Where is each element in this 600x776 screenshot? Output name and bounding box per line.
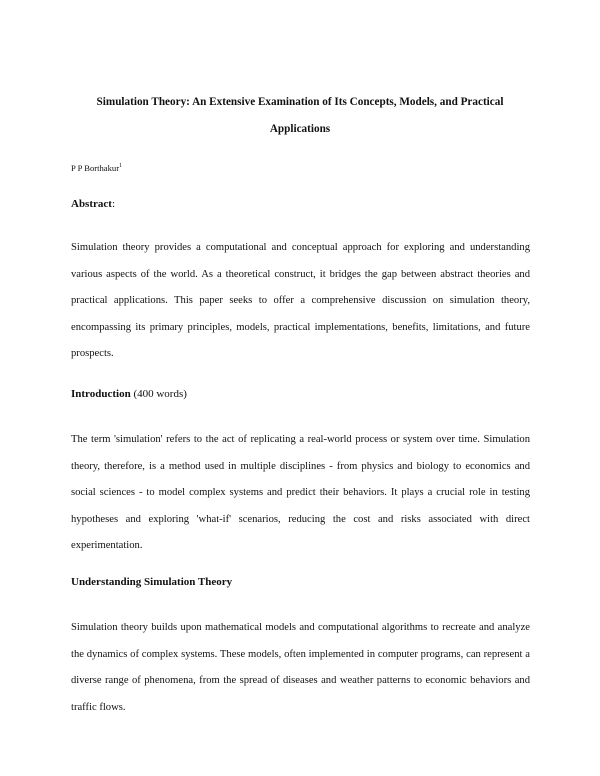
author-affiliation-marker: 1 bbox=[119, 163, 123, 170]
understanding-heading bbox=[71, 576, 232, 588]
understanding-paragraph: Simulation theory builds upon mathematical models and computational algorithms to recreate and analyze the dynamics of complex systems. These models, often implemented in computer programs, can represent a diverse range of phenomena, from the spread of diseases and weather patterns to economic behaviors and traffic flows. bbox=[71, 622, 530, 713]
introduction-paragraph: The term 'simulation' refers to the act of replicating a real-world process or system over time. Simulation theory, therefore, is a method used in multiple disciplines - from physics and biology to economics and social sciences - to model complex systems and predict their behaviors. It plays a crucial role in testing hypotheses and exploring 'what-if' scenarios, reducing the cost and risks associated with direct experimentation. bbox=[71, 434, 530, 552]
abstract-heading-colon: : bbox=[111, 198, 115, 210]
understanding-heading-label: Understanding Simulation Theory bbox=[71, 576, 233, 588]
abstract-heading-label: Abstract bbox=[71, 198, 112, 210]
paper-title: Simulation Theory: An Extensive Examination of Its Concepts, Models, and Practical Applications bbox=[96, 96, 504, 135]
author-name: P P Borthakur bbox=[71, 163, 120, 173]
introduction-heading-label: Introduction bbox=[71, 388, 131, 400]
introduction-heading bbox=[71, 388, 187, 400]
introduction-word-count: (400 words) bbox=[130, 388, 187, 400]
abstract-heading bbox=[71, 198, 115, 210]
author-line bbox=[71, 163, 122, 173]
abstract-paragraph: Simulation theory provides a computational and conceptual approach for exploring and understanding various aspects of the world. As a theoretical construct, it bridges the gap between abstract theories and practical applications. This paper seeks to offer a comprehensive discussion on simulation theory, encompassing its primary principles, models, practical implementations, benefits, limitations, and future prospects. bbox=[71, 242, 530, 360]
